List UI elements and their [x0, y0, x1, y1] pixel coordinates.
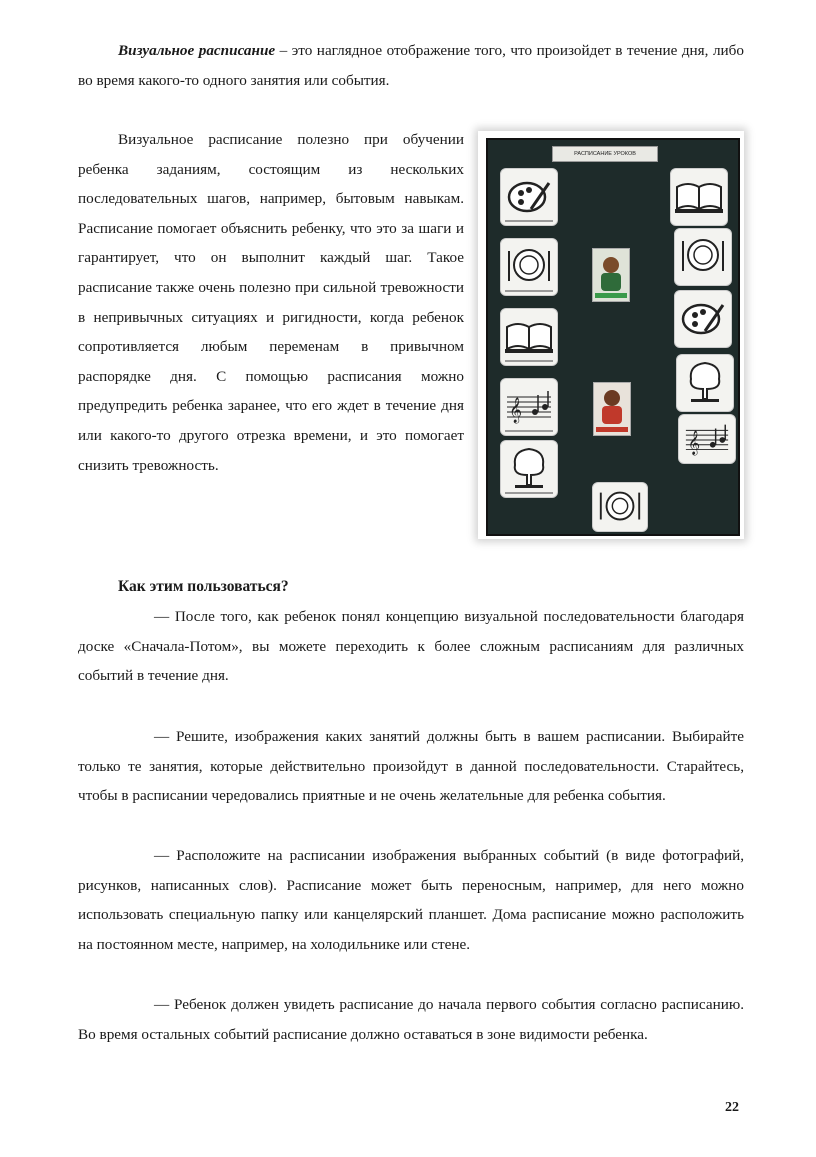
- boy-photo-icon: [592, 248, 630, 302]
- book-icon: [500, 308, 558, 366]
- girl-photo-icon: [593, 382, 631, 436]
- paragraph-benefits: Визуальное расписание полезно при обучении ребенка заданиям, состоящим из нескольких последовательных шагов, например, бытовым навыкам. Расписание помогает объяснить ребенку, что это за шаги и гарантирует, что он выполнит каждый шаг. Такое расписание также очень полезно при сильной тревожности в непривычных ситуациях и ригидности, когда ребенок сопротивляется любым переменам в привычном распорядке дня. С помощью расписания можно предупредить ребенка заранее, что его ждет в течение дня или какого-то другого отрезка времени, и это помогает снизить тревожность.: [78, 131, 464, 474]
- step-paragraph-4: — Ребенок должен увидеть расписание до начала первого события согласно расписанию. Во время остальных событий расписание должно оставаться в зоне видимости ребенка.: [78, 996, 744, 1043]
- step-paragraph-1: — После того, как ребенок понял концепцию визуальной последовательности благодаря доске «Сначала-Потом», вы можете переходить к более сложным расписаниям для различных событий в течение дня.: [78, 608, 744, 685]
- music-icon: [678, 414, 736, 464]
- svg-text:𝄞: 𝄞: [509, 398, 523, 423]
- step-paragraph-2: — Решите, изображения каких занятий должны быть в вашем расписании. Выбирайте только те занятия, которые действительно произойдут в данной последовательности. Старайтесь, чтобы в расписании чередовались приятные и не очень желательные для ребенка события.: [78, 728, 744, 805]
- intro-paragraph: [78, 36, 744, 95]
- palette-icon: [674, 290, 732, 348]
- palette-icon: [500, 168, 558, 226]
- board-title: РАСПИСАНИЕ УРОКОВ: [552, 146, 658, 162]
- svg-text:𝄞: 𝄞: [687, 429, 701, 455]
- music-icon: [500, 378, 558, 436]
- plate-icon: [592, 482, 648, 532]
- page-number: 22: [725, 1100, 739, 1115]
- section-heading: Как этим пользоваться?: [118, 578, 289, 595]
- plate-icon: [674, 228, 732, 286]
- intro-term: Визуальное расписание: [118, 42, 276, 59]
- tree-icon: [676, 354, 734, 412]
- plate-icon: [500, 238, 558, 296]
- book-icon: [670, 168, 728, 226]
- step-paragraph-3: — Расположите на расписании изображения выбранных событий (в виде фотографий, рисунков, написанных слов). Расписание может быть переносным, например, для него можно использовать специальную папку или канцелярский планшет. Дома расписание можно расположить на постоянном месте, например, на холодильнике или стене.: [78, 847, 744, 953]
- intro-text: – это наглядное отображение того, что произойдет в течение дня, либо во время какого-то одного занятия или события.: [78, 42, 744, 89]
- tree-icon: [500, 440, 558, 498]
